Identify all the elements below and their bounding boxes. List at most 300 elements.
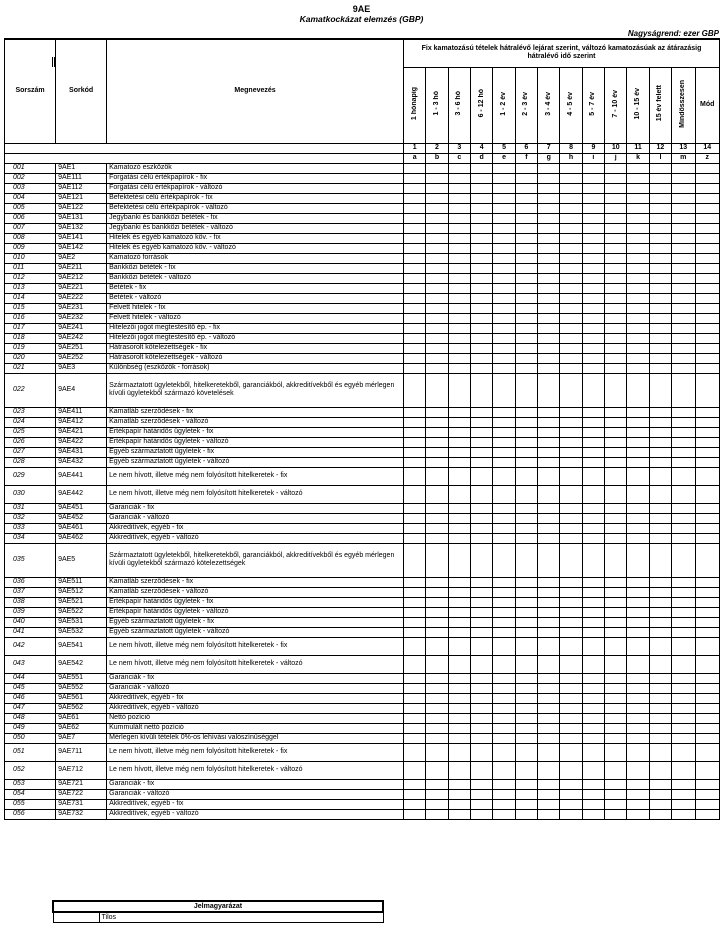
value-cell[interactable] bbox=[471, 743, 493, 761]
value-cell[interactable] bbox=[672, 193, 695, 203]
value-cell[interactable] bbox=[560, 333, 582, 343]
value-cell[interactable] bbox=[448, 703, 470, 713]
value-cell[interactable] bbox=[426, 673, 448, 683]
value-cell[interactable] bbox=[448, 683, 470, 693]
value-cell[interactable] bbox=[560, 313, 582, 323]
value-cell[interactable] bbox=[538, 683, 560, 693]
value-cell[interactable] bbox=[695, 533, 720, 543]
value-cell[interactable] bbox=[426, 683, 448, 693]
value-cell[interactable] bbox=[605, 513, 627, 523]
value-cell[interactable] bbox=[448, 523, 470, 533]
value-cell[interactable] bbox=[403, 799, 425, 809]
value-cell[interactable] bbox=[538, 693, 560, 703]
value-cell[interactable] bbox=[560, 789, 582, 799]
value-cell[interactable] bbox=[448, 253, 470, 263]
value-cell[interactable] bbox=[426, 533, 448, 543]
value-cell[interactable] bbox=[515, 243, 537, 253]
value-cell[interactable] bbox=[560, 779, 582, 789]
value-cell[interactable] bbox=[515, 253, 537, 263]
value-cell[interactable] bbox=[538, 743, 560, 761]
value-cell[interactable] bbox=[538, 587, 560, 597]
value-cell[interactable] bbox=[403, 243, 425, 253]
value-cell[interactable] bbox=[627, 333, 649, 343]
value-cell[interactable] bbox=[403, 313, 425, 323]
value-cell[interactable] bbox=[695, 193, 720, 203]
value-cell[interactable] bbox=[403, 683, 425, 693]
value-cell[interactable] bbox=[560, 673, 582, 683]
value-cell[interactable] bbox=[695, 503, 720, 513]
value-cell[interactable] bbox=[649, 799, 671, 809]
value-cell[interactable] bbox=[493, 523, 515, 533]
value-cell[interactable] bbox=[582, 693, 604, 703]
value-cell[interactable] bbox=[471, 223, 493, 233]
value-cell[interactable] bbox=[493, 303, 515, 313]
value-cell[interactable] bbox=[538, 789, 560, 799]
value-cell[interactable] bbox=[426, 447, 448, 457]
value-cell[interactable] bbox=[538, 313, 560, 323]
value-cell[interactable] bbox=[538, 723, 560, 733]
value-cell[interactable] bbox=[605, 323, 627, 333]
value-cell[interactable] bbox=[493, 323, 515, 333]
value-cell[interactable] bbox=[695, 313, 720, 323]
value-cell[interactable] bbox=[471, 323, 493, 333]
value-cell[interactable] bbox=[515, 273, 537, 283]
value-cell[interactable] bbox=[515, 597, 537, 607]
value-cell[interactable] bbox=[403, 203, 425, 213]
value-cell[interactable] bbox=[649, 577, 671, 587]
value-cell[interactable] bbox=[605, 163, 627, 173]
value-cell[interactable] bbox=[448, 733, 470, 743]
value-cell[interactable] bbox=[582, 733, 604, 743]
value-cell[interactable] bbox=[403, 447, 425, 457]
value-cell[interactable] bbox=[448, 533, 470, 543]
value-cell[interactable] bbox=[672, 313, 695, 323]
value-cell[interactable] bbox=[672, 703, 695, 713]
value-cell[interactable] bbox=[448, 467, 470, 485]
value-cell[interactable] bbox=[448, 779, 470, 789]
value-cell[interactable] bbox=[515, 427, 537, 437]
value-cell[interactable] bbox=[582, 577, 604, 587]
value-cell[interactable] bbox=[605, 363, 627, 373]
value-cell[interactable] bbox=[538, 343, 560, 353]
value-cell[interactable] bbox=[582, 467, 604, 485]
value-cell[interactable] bbox=[582, 417, 604, 427]
value-cell[interactable] bbox=[471, 627, 493, 637]
value-cell[interactable] bbox=[672, 273, 695, 283]
value-cell[interactable] bbox=[582, 627, 604, 637]
value-cell[interactable] bbox=[493, 213, 515, 223]
value-cell[interactable] bbox=[538, 437, 560, 447]
value-cell[interactable] bbox=[582, 437, 604, 447]
value-cell[interactable] bbox=[605, 761, 627, 779]
value-cell[interactable] bbox=[426, 253, 448, 263]
value-cell[interactable] bbox=[403, 283, 425, 293]
value-cell[interactable] bbox=[695, 723, 720, 733]
value-cell[interactable] bbox=[515, 353, 537, 363]
value-cell[interactable] bbox=[448, 577, 470, 587]
value-cell[interactable] bbox=[426, 577, 448, 587]
value-cell[interactable] bbox=[426, 313, 448, 323]
value-cell[interactable] bbox=[649, 273, 671, 283]
value-cell[interactable] bbox=[605, 173, 627, 183]
value-cell[interactable] bbox=[649, 533, 671, 543]
value-cell[interactable] bbox=[582, 253, 604, 263]
value-cell[interactable] bbox=[538, 253, 560, 263]
value-cell[interactable] bbox=[515, 683, 537, 693]
value-cell[interactable] bbox=[515, 467, 537, 485]
value-cell[interactable] bbox=[605, 273, 627, 283]
value-cell[interactable] bbox=[515, 457, 537, 467]
value-cell[interactable] bbox=[695, 743, 720, 761]
value-cell[interactable] bbox=[605, 437, 627, 447]
value-cell[interactable] bbox=[471, 193, 493, 203]
value-cell[interactable] bbox=[672, 223, 695, 233]
value-cell[interactable] bbox=[403, 617, 425, 627]
value-cell[interactable] bbox=[605, 427, 627, 437]
value-cell[interactable] bbox=[538, 703, 560, 713]
value-cell[interactable] bbox=[538, 577, 560, 587]
value-cell[interactable] bbox=[538, 427, 560, 437]
value-cell[interactable] bbox=[471, 427, 493, 437]
value-cell[interactable] bbox=[649, 743, 671, 761]
value-cell[interactable] bbox=[649, 343, 671, 353]
value-cell[interactable] bbox=[605, 447, 627, 457]
value-cell[interactable] bbox=[672, 607, 695, 617]
value-cell[interactable] bbox=[538, 513, 560, 523]
value-cell[interactable] bbox=[605, 809, 627, 819]
value-cell[interactable] bbox=[672, 417, 695, 427]
value-cell[interactable] bbox=[627, 353, 649, 363]
value-cell[interactable] bbox=[426, 353, 448, 363]
value-cell[interactable] bbox=[403, 373, 425, 407]
value-cell[interactable] bbox=[538, 809, 560, 819]
value-cell[interactable] bbox=[515, 333, 537, 343]
value-cell[interactable] bbox=[582, 263, 604, 273]
value-cell[interactable] bbox=[560, 617, 582, 627]
value-cell[interactable] bbox=[627, 323, 649, 333]
value-cell[interactable] bbox=[672, 523, 695, 533]
value-cell[interactable] bbox=[515, 587, 537, 597]
value-cell[interactable] bbox=[471, 543, 493, 577]
value-cell[interactable] bbox=[471, 353, 493, 363]
value-cell[interactable] bbox=[471, 373, 493, 407]
value-cell[interactable] bbox=[560, 607, 582, 617]
value-cell[interactable] bbox=[560, 407, 582, 417]
value-cell[interactable] bbox=[448, 485, 470, 503]
value-cell[interactable] bbox=[471, 637, 493, 655]
value-cell[interactable] bbox=[493, 607, 515, 617]
value-cell[interactable] bbox=[493, 343, 515, 353]
value-cell[interactable] bbox=[560, 437, 582, 447]
value-cell[interactable] bbox=[403, 779, 425, 789]
value-cell[interactable] bbox=[582, 673, 604, 683]
value-cell[interactable] bbox=[426, 485, 448, 503]
value-cell[interactable] bbox=[560, 173, 582, 183]
value-cell[interactable] bbox=[493, 779, 515, 789]
value-cell[interactable] bbox=[426, 223, 448, 233]
value-cell[interactable] bbox=[493, 673, 515, 683]
value-cell[interactable] bbox=[493, 437, 515, 447]
value-cell[interactable] bbox=[426, 293, 448, 303]
value-cell[interactable] bbox=[493, 637, 515, 655]
value-cell[interactable] bbox=[649, 637, 671, 655]
value-cell[interactable] bbox=[627, 457, 649, 467]
value-cell[interactable] bbox=[426, 587, 448, 597]
value-cell[interactable] bbox=[627, 253, 649, 263]
value-cell[interactable] bbox=[672, 303, 695, 313]
value-cell[interactable] bbox=[672, 283, 695, 293]
value-cell[interactable] bbox=[448, 303, 470, 313]
value-cell[interactable] bbox=[605, 193, 627, 203]
value-cell[interactable] bbox=[426, 363, 448, 373]
value-cell[interactable] bbox=[695, 799, 720, 809]
value-cell[interactable] bbox=[403, 467, 425, 485]
value-cell[interactable] bbox=[605, 485, 627, 503]
value-cell[interactable] bbox=[471, 457, 493, 467]
value-cell[interactable] bbox=[649, 733, 671, 743]
value-cell[interactable] bbox=[515, 743, 537, 761]
value-cell[interactable] bbox=[560, 447, 582, 457]
value-cell[interactable] bbox=[605, 263, 627, 273]
value-cell[interactable] bbox=[538, 363, 560, 373]
value-cell[interactable] bbox=[695, 283, 720, 293]
value-cell[interactable] bbox=[448, 637, 470, 655]
value-cell[interactable] bbox=[538, 457, 560, 467]
value-cell[interactable] bbox=[582, 293, 604, 303]
value-cell[interactable] bbox=[627, 693, 649, 703]
value-cell[interactable] bbox=[627, 193, 649, 203]
value-cell[interactable] bbox=[627, 223, 649, 233]
value-cell[interactable] bbox=[471, 283, 493, 293]
value-cell[interactable] bbox=[605, 417, 627, 427]
value-cell[interactable] bbox=[582, 173, 604, 183]
value-cell[interactable] bbox=[695, 263, 720, 273]
value-cell[interactable] bbox=[471, 789, 493, 799]
value-cell[interactable] bbox=[695, 733, 720, 743]
value-cell[interactable] bbox=[515, 789, 537, 799]
value-cell[interactable] bbox=[538, 485, 560, 503]
value-cell[interactable] bbox=[672, 485, 695, 503]
value-cell[interactable] bbox=[493, 761, 515, 779]
value-cell[interactable] bbox=[515, 703, 537, 713]
value-cell[interactable] bbox=[448, 457, 470, 467]
value-cell[interactable] bbox=[560, 485, 582, 503]
value-cell[interactable] bbox=[582, 373, 604, 407]
value-cell[interactable] bbox=[695, 513, 720, 523]
value-cell[interactable] bbox=[672, 243, 695, 253]
value-cell[interactable] bbox=[493, 333, 515, 343]
value-cell[interactable] bbox=[695, 543, 720, 577]
value-cell[interactable] bbox=[695, 789, 720, 799]
value-cell[interactable] bbox=[672, 447, 695, 457]
value-cell[interactable] bbox=[560, 743, 582, 761]
value-cell[interactable] bbox=[627, 417, 649, 427]
value-cell[interactable] bbox=[538, 733, 560, 743]
value-cell[interactable] bbox=[672, 373, 695, 407]
value-cell[interactable] bbox=[627, 343, 649, 353]
value-cell[interactable] bbox=[426, 203, 448, 213]
value-cell[interactable] bbox=[538, 203, 560, 213]
value-cell[interactable] bbox=[582, 457, 604, 467]
value-cell[interactable] bbox=[582, 485, 604, 503]
value-cell[interactable] bbox=[649, 203, 671, 213]
value-cell[interactable] bbox=[493, 363, 515, 373]
value-cell[interactable] bbox=[538, 407, 560, 417]
value-cell[interactable] bbox=[672, 253, 695, 263]
value-cell[interactable] bbox=[403, 577, 425, 587]
value-cell[interactable] bbox=[403, 223, 425, 233]
value-cell[interactable] bbox=[403, 407, 425, 417]
value-cell[interactable] bbox=[515, 577, 537, 587]
value-cell[interactable] bbox=[605, 253, 627, 263]
value-cell[interactable] bbox=[515, 233, 537, 243]
value-cell[interactable] bbox=[695, 303, 720, 313]
value-cell[interactable] bbox=[426, 427, 448, 437]
value-cell[interactable] bbox=[426, 655, 448, 673]
value-cell[interactable] bbox=[672, 637, 695, 655]
value-cell[interactable] bbox=[605, 223, 627, 233]
value-cell[interactable] bbox=[403, 363, 425, 373]
value-cell[interactable] bbox=[582, 333, 604, 343]
value-cell[interactable] bbox=[538, 597, 560, 607]
value-cell[interactable] bbox=[627, 673, 649, 683]
value-cell[interactable] bbox=[493, 503, 515, 513]
value-cell[interactable] bbox=[560, 713, 582, 723]
value-cell[interactable] bbox=[493, 163, 515, 173]
value-cell[interactable] bbox=[649, 173, 671, 183]
value-cell[interactable] bbox=[627, 789, 649, 799]
value-cell[interactable] bbox=[605, 373, 627, 407]
value-cell[interactable] bbox=[672, 333, 695, 343]
value-cell[interactable] bbox=[672, 407, 695, 417]
value-cell[interactable] bbox=[426, 263, 448, 273]
value-cell[interactable] bbox=[403, 343, 425, 353]
value-cell[interactable] bbox=[515, 447, 537, 457]
value-cell[interactable] bbox=[672, 353, 695, 363]
value-cell[interactable] bbox=[605, 713, 627, 723]
value-cell[interactable] bbox=[560, 655, 582, 673]
value-cell[interactable] bbox=[471, 313, 493, 323]
value-cell[interactable] bbox=[649, 353, 671, 363]
value-cell[interactable] bbox=[627, 183, 649, 193]
value-cell[interactable] bbox=[605, 243, 627, 253]
value-cell[interactable] bbox=[627, 313, 649, 323]
value-cell[interactable] bbox=[448, 761, 470, 779]
value-cell[interactable] bbox=[560, 533, 582, 543]
value-cell[interactable] bbox=[538, 243, 560, 253]
value-cell[interactable] bbox=[403, 333, 425, 343]
value-cell[interactable] bbox=[515, 203, 537, 213]
value-cell[interactable] bbox=[403, 673, 425, 683]
value-cell[interactable] bbox=[448, 627, 470, 637]
value-cell[interactable] bbox=[471, 503, 493, 513]
value-cell[interactable] bbox=[493, 223, 515, 233]
value-cell[interactable] bbox=[426, 273, 448, 283]
value-cell[interactable] bbox=[403, 213, 425, 223]
value-cell[interactable] bbox=[471, 617, 493, 627]
value-cell[interactable] bbox=[560, 273, 582, 283]
value-cell[interactable] bbox=[695, 293, 720, 303]
value-cell[interactable] bbox=[426, 193, 448, 203]
value-cell[interactable] bbox=[627, 523, 649, 533]
value-cell[interactable] bbox=[403, 485, 425, 503]
value-cell[interactable] bbox=[448, 363, 470, 373]
value-cell[interactable] bbox=[649, 543, 671, 577]
value-cell[interactable] bbox=[695, 627, 720, 637]
value-cell[interactable] bbox=[448, 183, 470, 193]
value-cell[interactable] bbox=[538, 467, 560, 485]
value-cell[interactable] bbox=[493, 809, 515, 819]
value-cell[interactable] bbox=[627, 485, 649, 503]
value-cell[interactable] bbox=[582, 723, 604, 733]
value-cell[interactable] bbox=[493, 577, 515, 587]
value-cell[interactable] bbox=[627, 213, 649, 223]
value-cell[interactable] bbox=[538, 617, 560, 627]
value-cell[interactable] bbox=[426, 163, 448, 173]
value-cell[interactable] bbox=[649, 587, 671, 597]
value-cell[interactable] bbox=[672, 723, 695, 733]
value-cell[interactable] bbox=[582, 587, 604, 597]
value-cell[interactable] bbox=[403, 789, 425, 799]
value-cell[interactable] bbox=[582, 789, 604, 799]
value-cell[interactable] bbox=[426, 173, 448, 183]
value-cell[interactable] bbox=[448, 789, 470, 799]
value-cell[interactable] bbox=[493, 733, 515, 743]
value-cell[interactable] bbox=[695, 447, 720, 457]
value-cell[interactable] bbox=[448, 587, 470, 597]
value-cell[interactable] bbox=[560, 223, 582, 233]
value-cell[interactable] bbox=[649, 233, 671, 243]
value-cell[interactable] bbox=[471, 203, 493, 213]
value-cell[interactable] bbox=[605, 283, 627, 293]
value-cell[interactable] bbox=[649, 467, 671, 485]
value-cell[interactable] bbox=[471, 799, 493, 809]
value-cell[interactable] bbox=[672, 761, 695, 779]
value-cell[interactable] bbox=[493, 183, 515, 193]
value-cell[interactable] bbox=[515, 263, 537, 273]
value-cell[interactable] bbox=[471, 333, 493, 343]
value-cell[interactable] bbox=[582, 163, 604, 173]
value-cell[interactable] bbox=[582, 447, 604, 457]
value-cell[interactable] bbox=[403, 723, 425, 733]
value-cell[interactable] bbox=[471, 587, 493, 597]
value-cell[interactable] bbox=[560, 233, 582, 243]
value-cell[interactable] bbox=[582, 313, 604, 323]
value-cell[interactable] bbox=[515, 655, 537, 673]
value-cell[interactable] bbox=[471, 713, 493, 723]
value-cell[interactable] bbox=[515, 417, 537, 427]
value-cell[interactable] bbox=[515, 523, 537, 533]
value-cell[interactable] bbox=[493, 407, 515, 417]
value-cell[interactable] bbox=[515, 223, 537, 233]
value-cell[interactable] bbox=[471, 343, 493, 353]
value-cell[interactable] bbox=[493, 313, 515, 323]
value-cell[interactable] bbox=[627, 617, 649, 627]
value-cell[interactable] bbox=[582, 809, 604, 819]
value-cell[interactable] bbox=[627, 203, 649, 213]
value-cell[interactable] bbox=[426, 693, 448, 703]
value-cell[interactable] bbox=[471, 703, 493, 713]
value-cell[interactable] bbox=[672, 437, 695, 447]
value-cell[interactable] bbox=[582, 743, 604, 761]
value-cell[interactable] bbox=[582, 363, 604, 373]
value-cell[interactable] bbox=[471, 607, 493, 617]
value-cell[interactable] bbox=[627, 809, 649, 819]
value-cell[interactable] bbox=[448, 333, 470, 343]
value-cell[interactable] bbox=[605, 343, 627, 353]
value-cell[interactable] bbox=[515, 733, 537, 743]
value-cell[interactable] bbox=[426, 637, 448, 655]
